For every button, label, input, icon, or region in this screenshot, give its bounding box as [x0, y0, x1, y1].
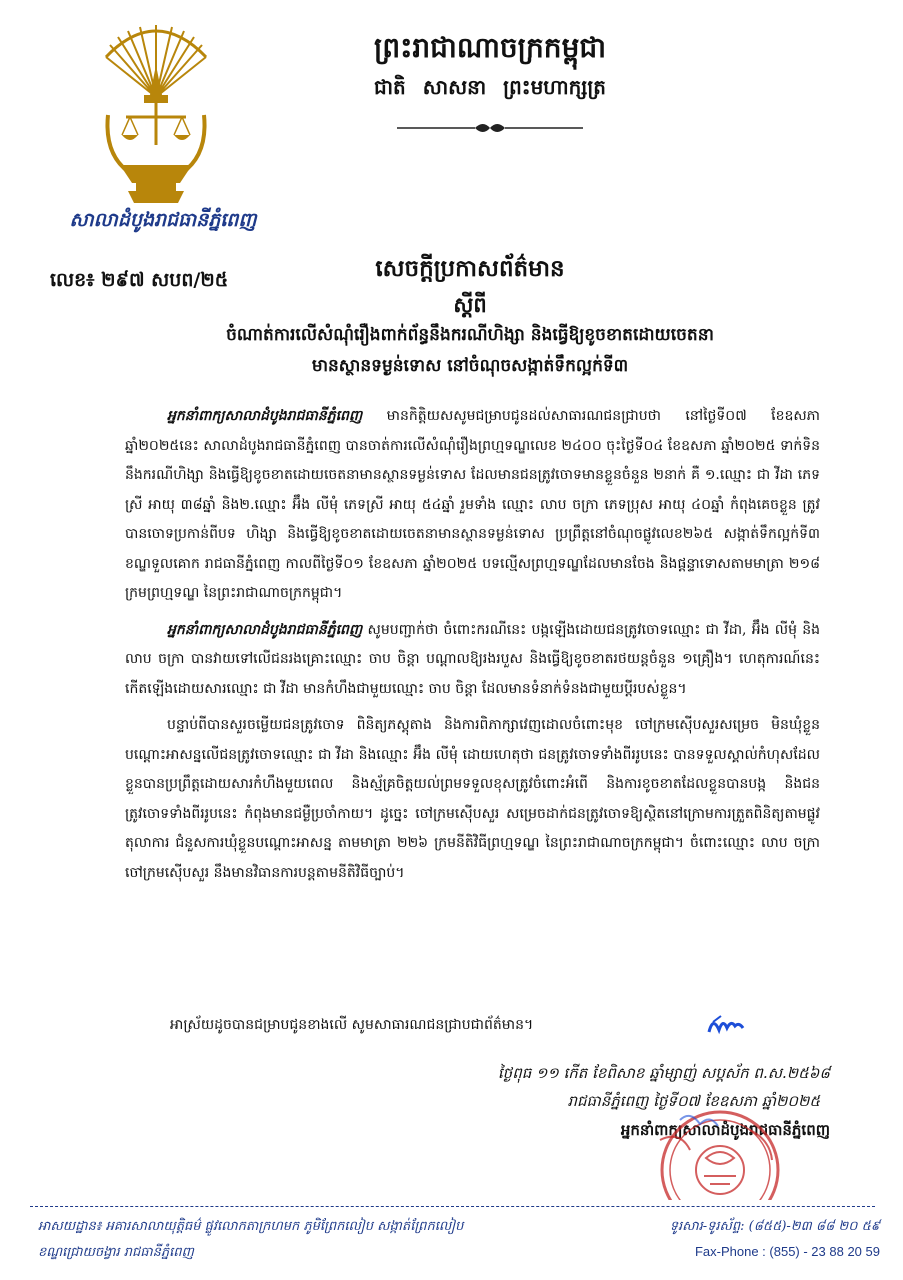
document-about: ស្តីពី	[453, 292, 487, 317]
lunar-date: ថ្ងៃពុធ ១១ កើត ខែពិសាខ ឆ្នាំម្សាញ់ សប្តស័ក ព.ស.២៥៦៨	[497, 1064, 830, 1082]
paragraph-lead: អ្នកនាំពាក្យសាលាដំបូងរាជធានីភ្នំពេញ	[167, 621, 363, 638]
document-subject	[120, 320, 820, 382]
reference-number: លេខ៖ ២៩៧ សបព/២៥	[50, 269, 229, 291]
divider-ornament-icon	[395, 120, 585, 136]
subject-line-1: ចំណាត់ការលើសំណុំរឿងពាក់ព័ន្ធនឹងករណីហិង្សា និងធ្វើឱ្យខូចខាតដោយចេតនា	[226, 325, 714, 345]
paragraph-2	[125, 616, 820, 705]
initials-signature-icon	[705, 1012, 745, 1038]
paragraph-text: សូមបញ្ជាក់ថា ចំពោះករណីនេះ បង្កឡើងដោយជនត្រូវចោទឈ្មោះ ជា វីដា, អ៊ឹង លីមុំ និង លាប ចក្រា បានវាយទៅលើជនរងគ្រោះឈ្មោះ ចាប ចិន្តា បណ្តាលឱ្យរងរបួស និងធ្វើឱ្យខូចខាតរថយន្តចំនួន ១គ្រឿង។ ហេតុការណ៍នេះ កើតឡើងដោយសារឈ្មោះ ជា វីដា មានកំហឹងជាមួយឈ្មោះ ចាប ចិន្តា ដែលមានទំនាក់ទំនងជាមួយប្តីរបស់ខ្លួន។	[125, 621, 820, 697]
solar-date: រាជធានីភ្នំពេញ ថ្ងៃទី០៧ ខែឧសភា ឆ្នាំ២០២៥	[567, 1092, 820, 1110]
footer-address-line-1: អាសយដ្ឋាន៖ អគារសាលាយុត្តិធម៌ ផ្លូវលោកតាក្រហមក ភូមិព្រែកលៀប សង្កាត់ព្រែកលៀប	[38, 1219, 464, 1234]
footer-divider	[30, 1206, 875, 1207]
footer-phone-english: Fax-Phone : (855) - 23 88 20 59	[694, 1244, 880, 1259]
paragraph-text: បន្ទាប់ពីបានសួរចម្លើយជនត្រូវចោទ ពិនិត្យភស្តុតាង និងការពិភាក្សាវេញដោលចំពោះមុខ ចៅក្រមស៊ើបសួរសម្រេច មិនឃុំខ្លួនបណ្តោះអាសន្នលើជនត្រូវចោទឈ្មោះ ជា វីដា និងឈ្មោះ អ៊ឹង លីមុំ ដោយហេតុថា ជនត្រូវចោទទាំងពីររូបនេះ បានទទួលស្គាល់កំហុសដែលខ្លួនបានប្រព្រឹត្តដោយសារកំហឹងមួយពេល និងស្ម័គ្រចិត្តយល់ព្រមទទួលខុសត្រូវចំពោះអំពើ និងការខូចខាតដែលខ្លួនបានបង្ក និងជនត្រូវចោទទាំងពីររូបនេះ កំពុងមានជម្ងឺប្រចាំកាយ។ ដូច្នេះ ចៅក្រមស៊ើបសួរ សម្រេចដាក់ជនត្រូវចោទឱ្យស្ថិតនៅក្រោមការត្រួតពិនិត្យតាមផ្លូវតុលាការ ជំនួសការឃុំខ្លួនបណ្តោះអាសន្ន តាមមាត្រា ២២៦ ក្រមនីតិវិធីព្រហ្មទណ្ឌ នៃព្រះរាជាណាចក្រកម្ពុជា។ ចំពោះឈ្មោះ លាប ចក្រា ចៅក្រមស៊ើបសួរ នឹងមានវិធានការបន្តតាមនីតិវិធីច្បាប់។	[125, 717, 820, 881]
paragraph-lead: អ្នកនាំពាក្យសាលាដំបូងរាជធានីភ្នំពេញ	[167, 408, 363, 424]
court-emblem-icon	[100, 25, 212, 205]
footer-phone-khmer: ទូរសារ-ទូរស័ព្ទ: (៨៥៥)-២៣ ៨៨ ២០ ៥៩	[669, 1219, 880, 1234]
national-motto: ជាតិ សាសនា ព្រះមហាក្សត្រ	[374, 75, 606, 99]
subject-line-2: មានស្ថានទម្ងន់ទោស នៅចំណុចសង្កាត់ទឹកល្អក់ទី៣	[311, 356, 629, 376]
paragraph-text: មានកិត្តិយសសូមជម្រាបជូនដល់សាធារណជនជ្រាបថា នៅថ្ងៃទី០៧ ខែឧសភា ឆ្នាំ២០២៥នេះ សាលាដំបូងរាជធានីភ្នំពេញ បានចាត់ការលើសំណុំរឿងព្រហ្មទណ្ឌលេខ ២៤០០ ចុះថ្ងៃទី០៤ ខែឧសភា ឆ្នាំ២០២៥ ទាក់ទិននឹងករណីហិង្សា និងធ្វើឱ្យខូចខាតដោយចេតនាមានស្ថានទម្ងន់ទោស ដែលមានជនត្រូវចោទមានខ្លួនចំនួន ២នាក់ គឺ ១.ឈ្មោះ ជា វីដា ភេទស្រី អាយុ ៣៨ឆ្នាំ និង២.ឈ្មោះ អ៊ឹង លីមុំ ភេទស្រី អាយុ ៥៤ឆ្នាំ រួមទាំង ឈ្មោះ លាប ចក្រា ភេទប្រុស អាយុ ៤០ឆ្នាំ កំពុងគេចខ្លួន ត្រូវបានចោទប្រកាន់ពីបទ ហិង្សា និងធ្វើឱ្យខូចខាតដោយចេតនាមានស្ថានទម្ងន់ទោស ប្រព្រឹត្តនៅចំណុចផ្លូវលេខ២៦៥ សង្កាត់ទឹកល្អក់ទី៣ ខណ្ឌទួលគោក រាជធានីភ្នំពេញ កាលពីថ្ងៃទី០១ ខែឧសភា ឆ្នាំ២០២៥ បទល្មើសព្រហ្មទណ្ឌដែលមានចែង និងផ្តន្ទាទោសតាមមាត្រា ២១៨ ក្រមព្រហ្មទណ្ឌ នៃព្រះរាជាណាចក្រកម្ពុជា។	[125, 408, 820, 601]
closing-statement: អាស្រ័យដូចបានជម្រាបជូនខាងលើ សូមសាធារណជនជ្រាបជាព័ត៌មាន។	[170, 1017, 534, 1033]
footer-address-line-2: ខណ្ឌជ្រោយចង្វារ រាជធានីភ្នំពេញ	[38, 1245, 194, 1260]
paragraph-1	[125, 402, 820, 609]
document-title: សេចក្តីប្រកាសព័ត៌មាន	[375, 255, 565, 282]
kingdom-heading: ព្រះរាជាណាចក្រកម្ពុជា	[373, 31, 606, 64]
signatory-title: អ្នកនាំពាក្យសាលាដំបូងរាជធានីភ្នំពេញ	[620, 1121, 830, 1139]
paragraph-3	[125, 711, 820, 888]
document-body	[125, 402, 820, 895]
official-stamp-icon	[620, 1100, 790, 1200]
court-name: សាលាដំបូងរាជធានីភ្នំពេញ	[69, 209, 257, 231]
